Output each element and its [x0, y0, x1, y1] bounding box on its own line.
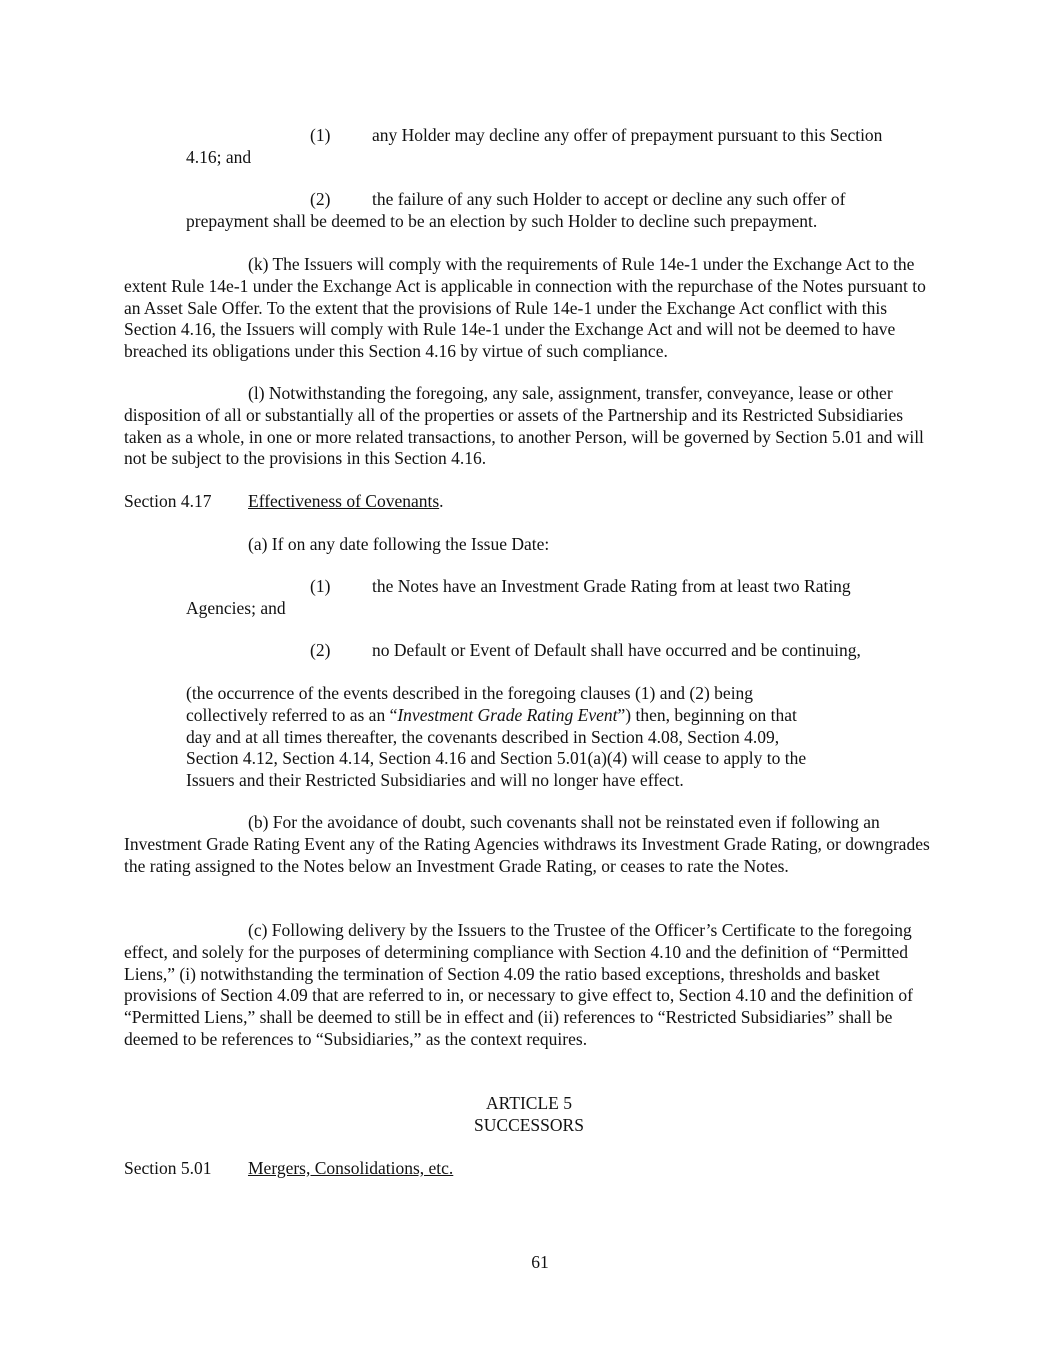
clause-text: no Default or Event of Default shall have occurred and be continuing, — [372, 640, 861, 660]
clause-text: the Notes have an Investment Grade Rating from at least two Rating — [372, 576, 851, 596]
clause-number: (1) — [310, 125, 331, 145]
section-5-01-heading — [124, 1158, 934, 1180]
paragraph-l: (l) Notwithstanding the foregoing, any sale, assignment, transfer, conveyance, lease or other disposition of all or substantially all of the properties or assets of the Partnership and its Restricted Subsidiaries taken as a whole, in one or more related transactions, to another Person, will be governed by Section 5.01 and will not be subject to the provisions in this Section 4.16. — [124, 383, 924, 469]
section-title-suffix: . — [439, 491, 444, 511]
clause-number: (1) — [310, 576, 331, 596]
ig-defined-term: Investment Grade Rating Event — [397, 704, 618, 725]
section-label: Section 5.01 — [124, 1158, 212, 1178]
section-title: Mergers, Consolidations, etc. — [248, 1158, 454, 1178]
article-number: ARTICLE 5 — [486, 1093, 572, 1113]
investment-grade-rating-event-block — [186, 683, 886, 792]
article-title: SUCCESSORS — [474, 1115, 584, 1135]
paragraph-a-intro: (a) If on any date following the Issue Date: — [248, 534, 550, 554]
clause-1b-line1 — [310, 576, 934, 598]
paragraph-k: (k) The Issuers will comply with the requirements of Rule 14e-1 under the Exchange Act to the extent Rule 14e-1 under the Exchange Act is applicable in connection with the repurchase of the Notes pursuant to an Asset Sale Offer. To the extent that the provisions of Rule 14e-1 under the Exchange Act conflict with this Section 4.16, the Issuers will comply with Rule 14e-1 under the Exchange Act and will not be deemed to have breached its obligations under this Section 4.16 by virtue of such compliance. — [124, 254, 926, 362]
ig-line-2-pre: collectively referred to as an “ — [186, 704, 398, 725]
clause-2a-line2: prepayment shall be deemed to be an election by such Holder to decline such prepayment. — [186, 211, 818, 231]
ig-line-2-post: ”) then, beginning on that — [617, 704, 797, 725]
page-number: 61 — [531, 1252, 549, 1272]
clause-text: the failure of any such Holder to accept or decline any such offer of — [372, 189, 846, 209]
section-title: Effectiveness of Covenants — [248, 491, 440, 511]
clause-number: (2) — [310, 189, 331, 209]
ig-line-2 — [186, 705, 886, 727]
section-label: Section 4.17 — [124, 491, 212, 511]
ig-line-4: Section 4.12, Section 4.14, Section 4.16 and Section 5.01(a)(4) will cease to apply to the — [186, 748, 807, 769]
ig-line-1: (the occurrence of the events described in the foregoing clauses (1) and (2) being — [186, 683, 754, 703]
clause-1a-line2: 4.16; and — [186, 147, 252, 167]
clause-1a-line1 — [310, 125, 934, 147]
clause-1b-line2: Agencies; and — [186, 598, 286, 618]
clause-text: any Holder may decline any offer of prepayment pursuant to this Section — [372, 125, 883, 145]
section-4-17-heading — [124, 491, 934, 513]
clause-2b — [310, 640, 934, 662]
paragraph-b: (b) For the avoidance of doubt, such covenants shall not be reinstated even if following an Investment Grade Rating Event any of the Rating Agencies withdraws its Investment Grade Rating, or downgrades the rating assigned to the Notes below an Investment Grade Rating, or ceases to rate the Notes. — [124, 812, 930, 876]
ig-line-3: day and at all times thereafter, the covenants described in Section 4.08, Section 4.09, — [186, 726, 780, 747]
ig-line-5: Issuers and their Restricted Subsidiaries and will no longer have effect. — [186, 770, 684, 791]
paragraph-c: (c) Following delivery by the Issuers to the Trustee of the Officer’s Certificate to the foregoing effect, and solely for the purposes of determining compliance with Section 4.10 and the definition of “Permitted Liens,” (i) notwithstanding the termination of Section 4.09 the ratio based exceptions, thresholds and basket provisions of Section 4.09 that are referred to in, or necessary to give effect to, Section 4.10 and the definition of “Permitted Liens,” shall be deemed to still be in effect and (ii) references to “Restricted Subsidiaries” shall be deemed to be references to “Subsidiaries,” as the context requires. — [124, 920, 913, 1049]
clause-number: (2) — [310, 640, 331, 660]
clause-2a-line1 — [310, 189, 934, 211]
